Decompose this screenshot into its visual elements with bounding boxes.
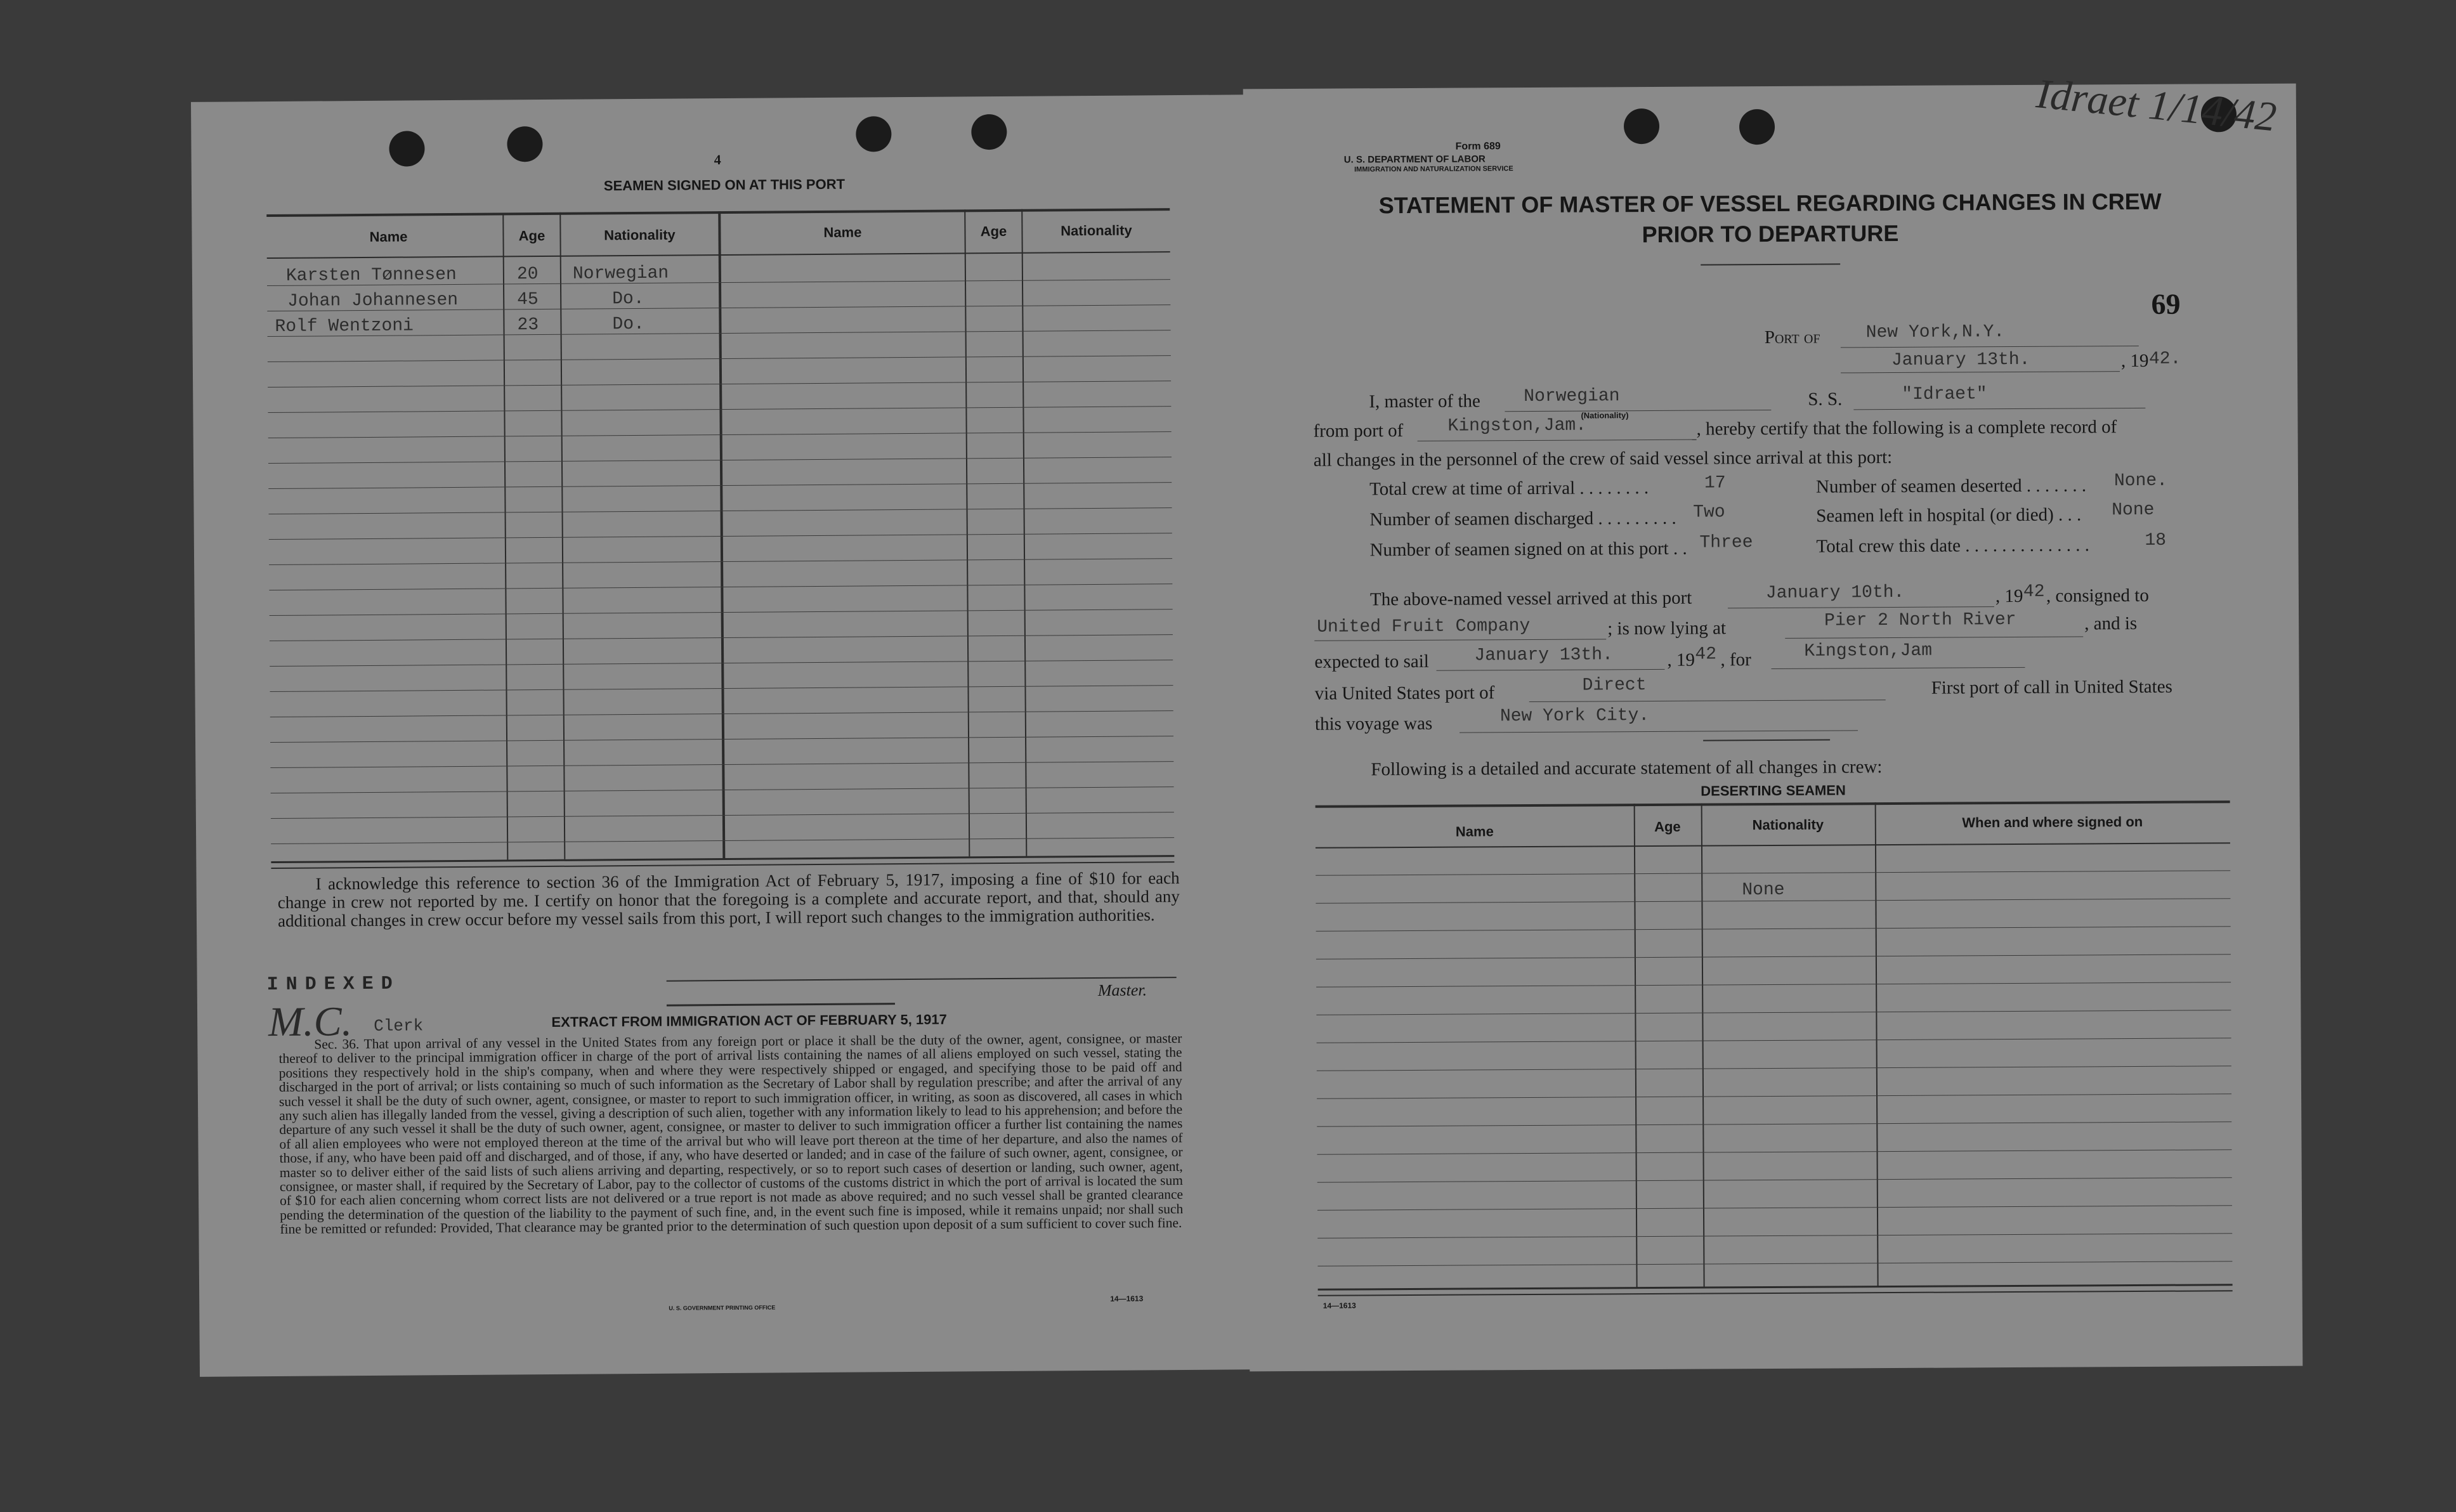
deserted-label: Number of seamen deserted . . . . . . . [1815,475,2087,497]
consigned-label: , consigned to [2046,585,2149,606]
table-row-age: 23 [517,315,539,336]
hospital-label: Seamen left in hospital (or died) . . . [1816,504,2082,526]
service: IMMIGRATION AND NATURALIZATION SERVICE [1354,165,1513,174]
lying-label: ; is now lying at [1607,618,1727,639]
certify-text: , hereby certify that the following is a complete record of [1696,417,2117,440]
table-title: SEAMEN SIGNED ON AT THIS PORT [603,176,846,194]
extract-title: EXTRACT FROM IMMIGRATION ACT OF FEBRUARY 5, 1917 [551,1011,947,1030]
from-port-value: Kingston,Jam. [1447,415,1587,436]
total-date-value: 18 [2145,530,2167,551]
nationality-caption: (Nationality) [1581,410,1629,420]
first-port-value: New York City. [1499,706,1650,727]
arrived-year-prefix: , 19 [1995,585,2023,607]
left-page [191,94,1265,1377]
discharged-value: Two [1693,502,1725,523]
table-row-age: 20 [516,264,539,285]
deserting-entry: None [1742,880,1785,901]
sail-year: 42 [1695,644,1717,665]
form-code: 14—1613 [1110,1294,1144,1303]
deserting-header-name: Name [1455,823,1494,840]
deserting-header-nationality: Nationality [1752,816,1824,833]
master-of-label: I, master of the [1369,391,1480,412]
right-page [1243,70,2303,1372]
deserting-title: DESERTING SEAMEN [1701,782,1846,799]
master-label: Master. [1097,981,1147,1000]
sheet-number: 69 [2151,287,2181,320]
handwritten-note: Idraet 1/14/42 [2034,70,2279,141]
title-line-2: PRIOR TO DEPARTURE [1642,219,1899,248]
consignee-value: United Fruit Company [1317,616,1531,637]
table-row-name: Karsten Tønnesen [285,264,457,286]
department: U. S. DEPARTMENT OF LABOR [1343,153,1486,166]
date-value: January 13th. [1891,349,2030,371]
punch-hole [1739,109,1775,145]
lying-value: Pier 2 North River [1824,609,2016,631]
ss-label: S. S. [1808,389,1843,410]
form-number: Form 689 [1455,141,1501,152]
signed-on-value: Three [1699,533,1753,553]
port-label: Port of [1764,327,1820,348]
ship-value: "Idraet" [1902,384,1987,405]
table-row-name: Johan Johannesen [287,290,459,311]
clerk-label: Clerk [374,1016,424,1036]
table-row-nationality: Do. [612,289,644,310]
page-number: 4 [714,152,721,168]
arrived-label: The above-named vessel arrived at this port [1369,587,1692,610]
header-age: Age [980,223,1007,240]
deserting-header-age: Age [1654,818,1681,835]
indexed-stamp: INDEXED [266,973,400,996]
printer-line: U. S. GOVERNMENT PRINTING OFFICE [669,1304,776,1312]
sail-year-prefix: , 19 [1667,649,1695,670]
hospital-value: None [2112,500,2155,521]
changes-text: all changes in the personnel of the crew of said vessel since arrival at this port: [1313,447,1893,471]
arrived-year: 42 [2023,582,2045,602]
table-row-name: Rolf Wentzoni [275,316,414,337]
punch-hole [389,131,424,166]
punch-hole [507,126,542,162]
first-port-label: First port of call in United States [1931,676,2172,698]
sail-value: January 13th. [1474,645,1613,666]
and-is-label: , and is [2084,613,2138,634]
table-row-nationality: Norwegian [572,263,669,284]
following-text: Following is a detailed and accurate statement of all changes in crew: [1371,757,1883,780]
header-nationality: Nationality [1061,222,1132,239]
expected-label: expected to sail [1314,651,1429,672]
table-row-age: 45 [517,290,539,310]
this-voyage-label: this voyage was [1314,713,1433,734]
header-nationality: Nationality [604,226,676,244]
deserting-header-signed-on: When and where signed on [1962,813,2143,831]
arrived-value: January 10th. [1765,582,1905,604]
year-prefix: , 19 [2120,350,2149,372]
header-name: Name [369,228,408,245]
punch-hole [971,114,1007,150]
table-row-nationality: Do. [612,314,644,335]
extract-text: Sec. 36. That upon arrival of any vessel in the United States from any foreign port or place it shall be the duty of the owner, agent, consignee, or master thereof to deliver to the principal immigration officer in charge of the port of arrival lists containing the names of all aliens employed on such vessel, stating the positions they respectively hold in the ship's company, when and where they were respectively shipped or engaged, and specifying those to be paid off and discharged in the port of arrival; or lists containing so much of such information as the Secretary of Labor shall by regulation prescribe; and after the arrival of any such vessel it shall be the duty of such owner, agent, consignee, or master to report to such immigration officer, in writing, as soon as discovered, all cases in which any such alien has illegally landed from the vessel, giving a description of such alien, together with any information likely to lead to his apprehension; and before the departure of any such vessel it shall be the duty of such owner, agent, consignee, or master to deliver to such immigration officer a further list containing the names of all alien employees who were not employed thereon at the time of the arrival but who will leave port thereon at the time of her departure, and also the names of those, if any, who have been paid off and discharged, and of those, if any, who have deserted or landed; and in case of the failure of such owner, agent, consignee, or master so to deliver either of the said lists of such aliens arriving and departing, respectively, or so to report such cases of desertion or landing, such owner, agent, consignee, or master shall, if required by the Secretary of Labor, pay to the collector of customs of the customs district in which the port of arrival is located the sum of $10 for each alien concerning whom correct lists are not delivered or a true report is not made as above required; and no such vessel shall be granted clearance pending the determination of the question of the liability to the payment of such fine, and, in the event such fine is imposed, while it remains unpaid; nor shall such fine be remitted or refunded: Provided, That clearance may be granted prior to the determination of such question upon deposit of a sum sufficient to cover such fine. [278,1031,1184,1237]
total-date-label: Total crew this date . . . . . . . . . . . . . . [1816,535,2090,557]
via-value: Direct [1582,675,1647,696]
acknowledgement-text: I acknowledge this reference to section 36 of the Immigration Act of February 5, 1917, imposing a fine of $10 for each change in crew not reported by me. I certify on honor that the foregoing is a complete and accurate report, and that, should any additional changes in crew occur before my vessel sails from this port, I will report such changes to the immigration authorities. [277,868,1180,930]
header-age: Age [518,227,545,244]
destination-value: Kingston,Jam [1804,641,1933,662]
total-crew-label: Total crew at time of arrival . . . . . . . . [1369,478,1649,500]
deserted-value: None. [2113,471,2168,492]
port-value: New York,N.Y. [1865,322,2005,343]
discharged-label: Number of seamen discharged . . . . . . . . . [1369,507,1676,530]
signed-on-label: Number of seamen signed on at this port . . [1369,538,1687,561]
total-crew-value: 17 [1704,473,1726,493]
for-label: , for [1720,649,1751,670]
punch-hole [856,116,891,152]
via-label: via United States port of [1314,682,1495,704]
punch-hole [1624,108,1659,144]
form-code: 14—1613 [1323,1301,1356,1310]
title-line-1: STATEMENT OF MASTER OF VESSEL REGARDING CHANGES IN CREW [1378,188,2162,219]
year-value: 42. [2148,349,2181,369]
header-name: Name [823,224,862,240]
from-port-label: from port of [1313,420,1404,441]
nationality-value: Norwegian [1524,386,1620,407]
clerk-initials: M.C. [268,998,353,1046]
